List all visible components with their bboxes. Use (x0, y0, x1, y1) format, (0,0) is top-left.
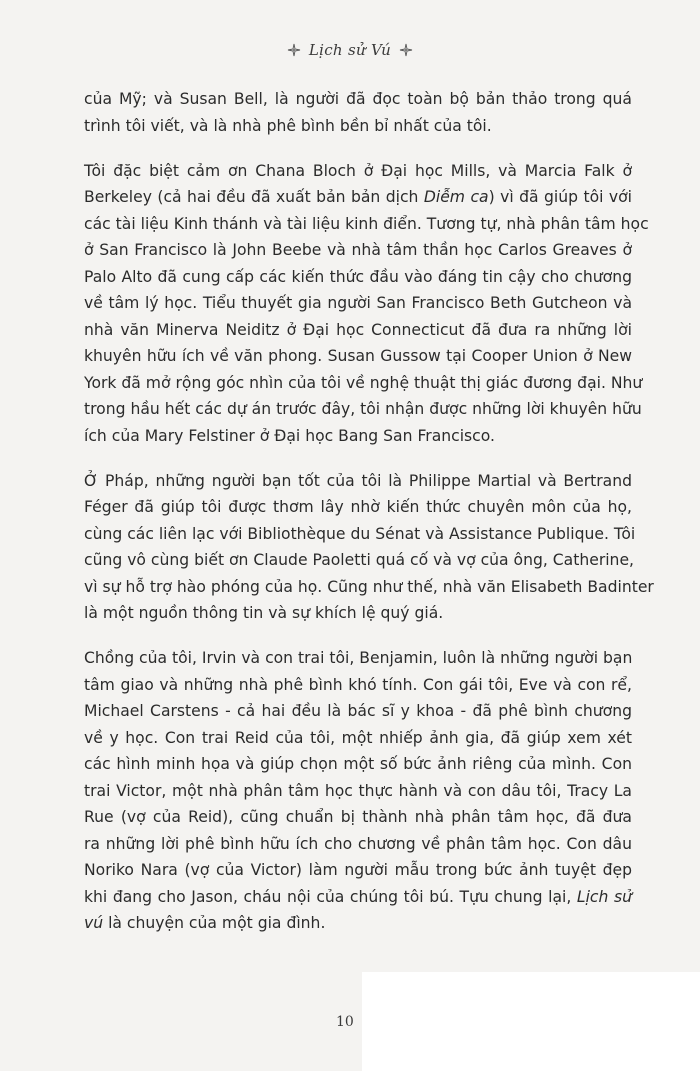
text-line: các hình minh họa và giúp chọn một số bức ảnh riêng của mình. Con (84, 755, 632, 773)
text-line: trong hầu hết các dự án trước đây, tôi nhận được những lời khuyên hữu (84, 400, 642, 418)
text-line-with-emphasis (84, 184, 632, 211)
page-number: 10 (336, 1014, 354, 1030)
running-header-title: Lịch sử Vú (308, 41, 392, 59)
text-line: trai Victor, một nhà phân tâm học thực hành và con dâu tôi, Tracy La (84, 781, 632, 800)
paragraph (84, 86, 632, 139)
text-segment: Berkeley (cả hai đều đã xuất bản bản dịch (84, 188, 424, 206)
text-line: vì sự hỗ trợ hào phóng của họ. Cũng như thế, nhà văn Elisabeth Badinter (84, 577, 654, 596)
text-line-with-emphasis (84, 910, 632, 937)
text-segment: là chuyện của một gia đình. (103, 914, 326, 932)
paragraph (84, 645, 632, 937)
text-line: cùng các liên lạc với Bibliothèque du Sénat và Assistance Publique. Tôi (84, 524, 636, 543)
text-line: Féger đã giúp tôi được thơm lây nhờ kiến thức chuyên môn của họ, (84, 498, 632, 516)
text-line-with-emphasis (84, 884, 632, 911)
text-line: nhà văn Minerva Neiditz ở Đại học Connecticut đã đưa ra những lời (84, 320, 632, 339)
text-line: Tôi đặc biệt cảm ơn Chana Bloch ở Đại học Mills, và Marcia Falk ở (84, 161, 632, 180)
text-line: tâm giao và những nhà phê bình khó tính. Con gái tôi, Eve và con rể, (84, 675, 632, 694)
text-line: Palo Alto đã cung cấp các kiến thức đầu vào đáng tin cậy cho chương (84, 267, 632, 286)
text-line: các tài liệu Kinh thánh và tài liệu kinh điển. Tương tự, nhà phân tâm học (84, 214, 649, 233)
paragraph (84, 468, 654, 627)
text-line: Rue (vợ của Reid), cũng chuẩn bị thành nhà phân tâm học, đã đưa (84, 808, 632, 826)
text-line: Michael Carstens - cả hai đều là bác sĩ y khoa - đã phê bình chương (84, 702, 632, 720)
text-line: về tâm lý học. Tiểu thuyết gia người San Francisco Beth Gutcheon và (84, 294, 632, 312)
text-line: khuyên hữu ích về văn phong. Susan Gussow tại Cooper Union ở New (84, 347, 632, 365)
ornament-right-icon (399, 43, 413, 57)
text-line: là một nguồn thông tin và sự khích lệ quý giá. (84, 604, 444, 622)
text-line: York đã mở rộng góc nhìn của tôi về nghệ thuật thị giác đương đại. Như (84, 373, 643, 392)
text-line: ích của Mary Felstiner ở Đại học Bang San Francisco. (84, 426, 495, 445)
book-title-emphasis: vú (84, 914, 104, 932)
paragraph (84, 158, 649, 450)
text-line: Ở Pháp, những người bạn tốt của tôi là Philippe Martial và Bertrand (84, 471, 632, 490)
text-line: về y học. Con trai Reid của tôi, một nhiếp ảnh gia, đã giúp xem xét (84, 728, 632, 747)
scan-blank-corner (362, 972, 700, 1071)
text-line: Noriko Nara (vợ của Victor) làm người mẫu trong bức ảnh tuyệt đẹp (84, 861, 632, 879)
book-title-emphasis: Lịch sử (576, 887, 632, 906)
text-line: trình tôi viết, và là nhà phê bình bền bỉ nhất của tôi. (84, 116, 492, 135)
text-line: Chồng của tôi, Irvin và con trai tôi, Benjamin, luôn là những người bạn (84, 649, 633, 667)
book-title-emphasis: Diễm ca (423, 188, 489, 206)
text-segment: khi đang cho Jason, cháu nội của chúng tôi bú. Tựu chung lại, (84, 887, 577, 906)
text-line: của Mỹ; và Susan Bell, là người đã đọc toàn bộ bản thảo trong quá (84, 90, 632, 108)
body-text (84, 86, 654, 955)
running-header (0, 38, 700, 62)
text-line: ở San Francisco là John Beebe và nhà tâm thần học Carlos Greaves ở (84, 241, 632, 259)
text-segment: ) vì đã giúp tôi với (488, 188, 632, 206)
text-line: ra những lời phê bình hữu ích cho chương về phân tâm học. Con dâu (84, 834, 632, 853)
text-line: cũng vô cùng biết ơn Claude Paoletti quá cố và vợ của ông, Catherine, (84, 551, 634, 569)
ornament-left-icon (287, 43, 301, 57)
